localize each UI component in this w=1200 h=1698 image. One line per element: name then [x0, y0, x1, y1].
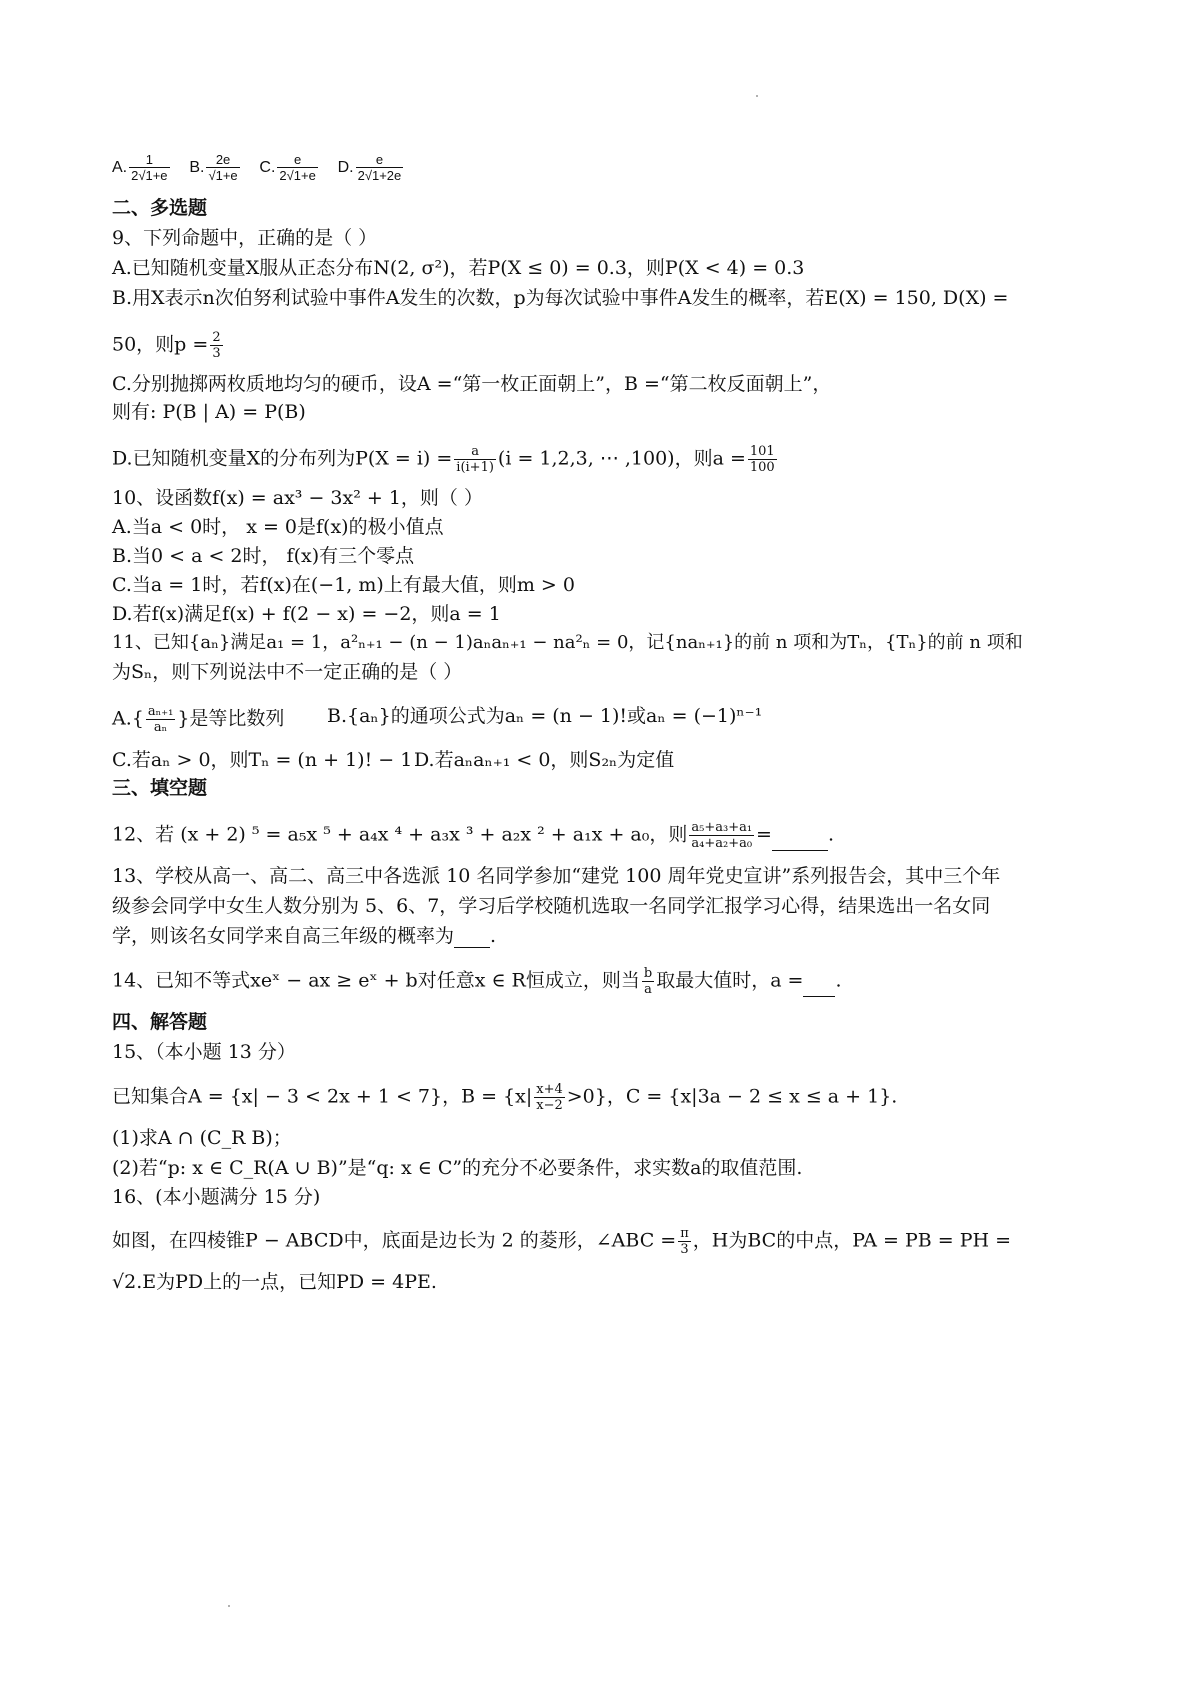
q15-part2: (2)若“p: x ∈ C_R(A ∪ B)”是“q: x ∈ C”的充分不必要条件，求实数a的取值范围.: [112, 1157, 803, 1179]
q16-line2: √2.E为PD上的一点，已知PD = 4PE.: [112, 1271, 437, 1293]
q8-option-b: B. $\frac{2e}{√1+e}$: [189, 152, 238, 183]
section-heading-multi: 二、多选题: [112, 197, 208, 219]
q11-option-d: D.若aₙaₙ₊₁ < 0，则S₂ₙ为定值: [414, 749, 675, 771]
q8-option-c: C. $\frac{e}{2√1+e}$: [259, 152, 316, 183]
answer-blank: [772, 832, 828, 851]
q10-option-b: B.当0 < a < 2时， f(x)有三个零点: [112, 545, 415, 567]
q10-option-c: C.当a = 1时，若f(x)在(−1, m)上有最大值，则m > 0: [112, 574, 575, 596]
q9-option-a: A.已知随机变量X服从正态分布N(2, σ²)，若P(X ≤ 0) = 0.3，则P(X < 4) = 0.3: [112, 257, 805, 279]
q10-stem: 10、设函数f(x) = ax³ − 3x² + 1，则（ ）: [112, 487, 483, 509]
q9-option-b-line2: 50，则p = $\frac{2}{3}$: [112, 330, 221, 361]
answer-blank: [454, 929, 490, 948]
q8-options: [112, 152, 405, 183]
q13-line3: 学，则该名女同学来自高三年级的概率为 .: [112, 925, 497, 947]
q8-option-a: A. $\frac{1}{2√1+e}$: [112, 152, 168, 183]
q13-line2: 级参会同学中女生人数分别为 5、6、7，学习后学校随机选取一名同学汇报学习心得，结果选出一名女同: [112, 895, 991, 917]
q11-option-c: C.若aₙ > 0，则Tₙ = (n + 1)! − 1: [112, 749, 413, 771]
q9-stem: 9、下列命题中，正确的是（ ）: [112, 227, 378, 249]
q15-title: 15、（本小题 13 分）: [112, 1041, 296, 1063]
q16-line1: 如图，在四棱锥P − ABCD中，底面是边长为 2 的菱形，∠ABC = $\frac{\pi}{3}$ ，H为BC的中点，PA = PB = PH =: [112, 1226, 1012, 1257]
section-heading-answer: 四、解答题: [112, 1011, 208, 1033]
q9-option-d: D.已知随机变量X的分布列为P(X = i) = $\frac{a}{i(i+1)}$ (i = 1,2,3, ⋯ ,100)，则a = $\frac{101}{100}$: [112, 444, 775, 475]
page-speck: [228, 1605, 230, 1607]
q15-part1: (1)求A ∩ (C_R B)；: [112, 1127, 292, 1149]
q9-option-c-line1: C.分别抛掷两枚质地均匀的硬币，设A =“第一枚正面朝上”，B =“第二枚反面朝上”，: [112, 373, 832, 395]
q9-option-c-line2: 则有: P(B | A) = P(B): [112, 401, 306, 423]
q10-option-a: A.当a < 0时， x = 0是f(x)的极小值点: [112, 516, 444, 538]
section-heading-fill: 三、填空题: [112, 777, 208, 799]
q10-option-d: D.若f(x)满足f(x) + f(2 − x) = −2，则a = 1: [112, 603, 501, 625]
q14: 14、已知不等式xeˣ − ax ≥ eˣ + b对任意x ∈ R恒成立，则当 $\frac{b}{a}$ 取最大值时，a = .: [112, 966, 842, 997]
q11-option-a: A.{ $\frac{\text{aₙ₊₁}}{\text{aₙ}}$ }是等比数列: [112, 704, 285, 735]
q16-title: 16、(本小题满分 15 分): [112, 1186, 321, 1208]
q15-stem: 已知集合A = {x| − 3 < 2x + 1 < 7}，B = {x| $\frac{x+4}{x-2}$ >0}，C = {x|3a − 2 ≤ x ≤ a + 1}.: [112, 1082, 898, 1113]
q8-option-d: D. $\frac{e}{2√1+2e}$: [337, 152, 402, 183]
q13-line1: 13、学校从高一、高二、高三中各选派 10 名同学参加“建党 100 周年党史宣讲”系列报告会，其中三个年: [112, 865, 1001, 887]
q9-option-b-line1: B.用X表示n次伯努利试验中事件A发生的次数，p为每次试验中事件A发生的概率，若E(X) = 150, D(X) =: [112, 287, 1009, 309]
page-speck: [756, 95, 758, 97]
q11-option-b: B.{aₙ}的通项公式为aₙ = (n − 1)!或aₙ = (−1)ⁿ⁻¹: [327, 705, 763, 727]
answer-blank: [803, 978, 835, 997]
q11-stem-line2: 为Sₙ，则下列说法中不一定正确的是（ ）: [112, 661, 463, 683]
q12: 12、若 (x + 2) ⁵ = a₅x ⁵ + a₄x ⁴ + a₃x ³ + a₂x ² + a₁x + a₀，则 $\frac{\text{a₅+a₃+a₁}}{\text{a₄+a₂+a₀}}$ = .: [112, 820, 835, 851]
q11-stem-line1: 11、已知{aₙ}满足a₁ = 1，a²ₙ₊₁ − (n − 1)aₙaₙ₊₁ − na²ₙ = 0，记{naₙ₊₁}的前 n 项和为Tₙ，{Tₙ}的前 n 项和: [112, 632, 1023, 653]
